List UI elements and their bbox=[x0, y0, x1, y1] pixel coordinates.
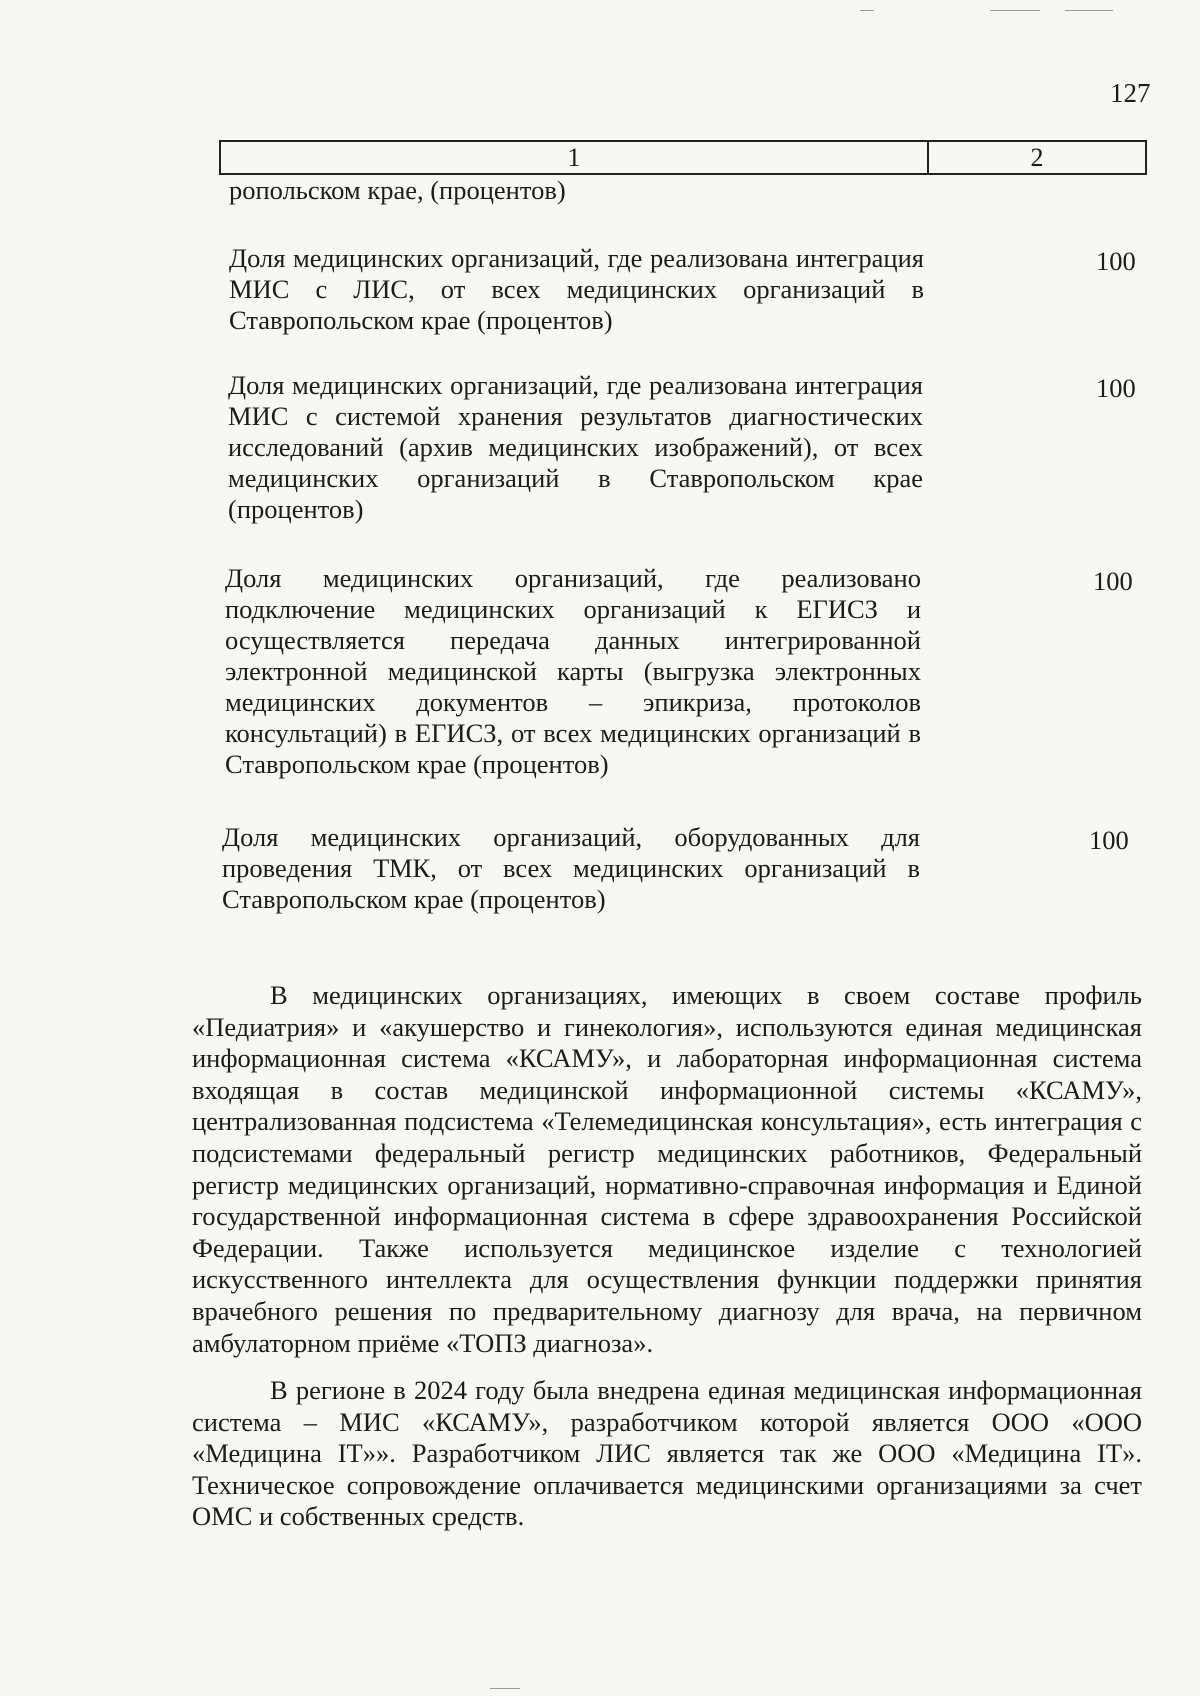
page-number: 127 bbox=[1110, 78, 1151, 108]
body-paragraph: В регионе в 2024 году была внедрена единая медицинская информационная система – МИС «КСАМУ», разработчиком которой является ООО «ООО «Медицина IT»». Разработчиком ЛИС является так же ООО «Медицина IT». Техническое сопровождение оплачивается медицинскими организациями за счет ОМС и собственных средств. bbox=[192, 1375, 1142, 1532]
table-header bbox=[219, 140, 1147, 175]
table-continuation-text: ропольском крае, (процентов) bbox=[229, 175, 566, 205]
indicator-value: 100 bbox=[1096, 246, 1136, 276]
indicator-text: Доля медицинских организаций, где реализована интеграция МИС с системой хранения результатов диагностических исследований (архив медицинских изображений), от всех медицинских организаций в Ставропольском крае (процентов) bbox=[228, 370, 923, 524]
indicator-value: 100 bbox=[1093, 566, 1133, 596]
indicator-text: Доля медицинских организаций, где реализовано подключение медицинских организаций к ЕГИСЗ и осуществляется передача данных интегрированной электронной медицинской карты (выгрузка электронных медицинских документов – эпикриза, протоколов консультаций) в ЕГИСЗ, от всех медицинских организаций в Ставропольском крае (процентов) bbox=[225, 563, 921, 779]
indicator-value: 100 bbox=[1089, 825, 1129, 855]
indicator-text: Доля медицинских организаций, где реализована интеграция МИС с ЛИС, от всех медицинских организаций в Ставропольском крае (процентов) bbox=[229, 243, 924, 335]
indicator-value: 100 bbox=[1096, 373, 1136, 403]
scan-mark bbox=[860, 10, 874, 11]
scan-mark bbox=[990, 10, 1040, 11]
scan-mark bbox=[490, 1688, 520, 1689]
scan-mark bbox=[1065, 10, 1113, 11]
column-1-header: 1 bbox=[221, 142, 929, 173]
indicator-text: Доля медицинских организаций, оборудованных для проведения ТМК, от всех медицинских организаций в Ставропольском крае (процентов) bbox=[222, 822, 920, 914]
column-2-header: 2 bbox=[1030, 143, 1044, 172]
body-paragraph: В медицинских организациях, имеющих в своем составе профиль «Педиатрия» и «акушерство и гинекология», используются единая медицинская информационная система «КСАМУ», и лабораторная информационная система входящая в состав медицинской информационной системы «КСАМУ», централизованная подсистема «Телемедицинская консультация», есть интеграция с подсистемами федеральный регистр медицинских работников, Федеральный регистр медицинских организаций, нормативно-справочная информация и Единой государственной информационная система в сфере здравоохранения Российской Федерации. Также используется медицинское изделие с технологией искусственного интеллекта для осуществления функции поддержки принятия врачебного решения по предварительному диагнозу для врача, на первичном амбулаторном приёме «ТОПЗ диагноза». bbox=[192, 980, 1142, 1358]
